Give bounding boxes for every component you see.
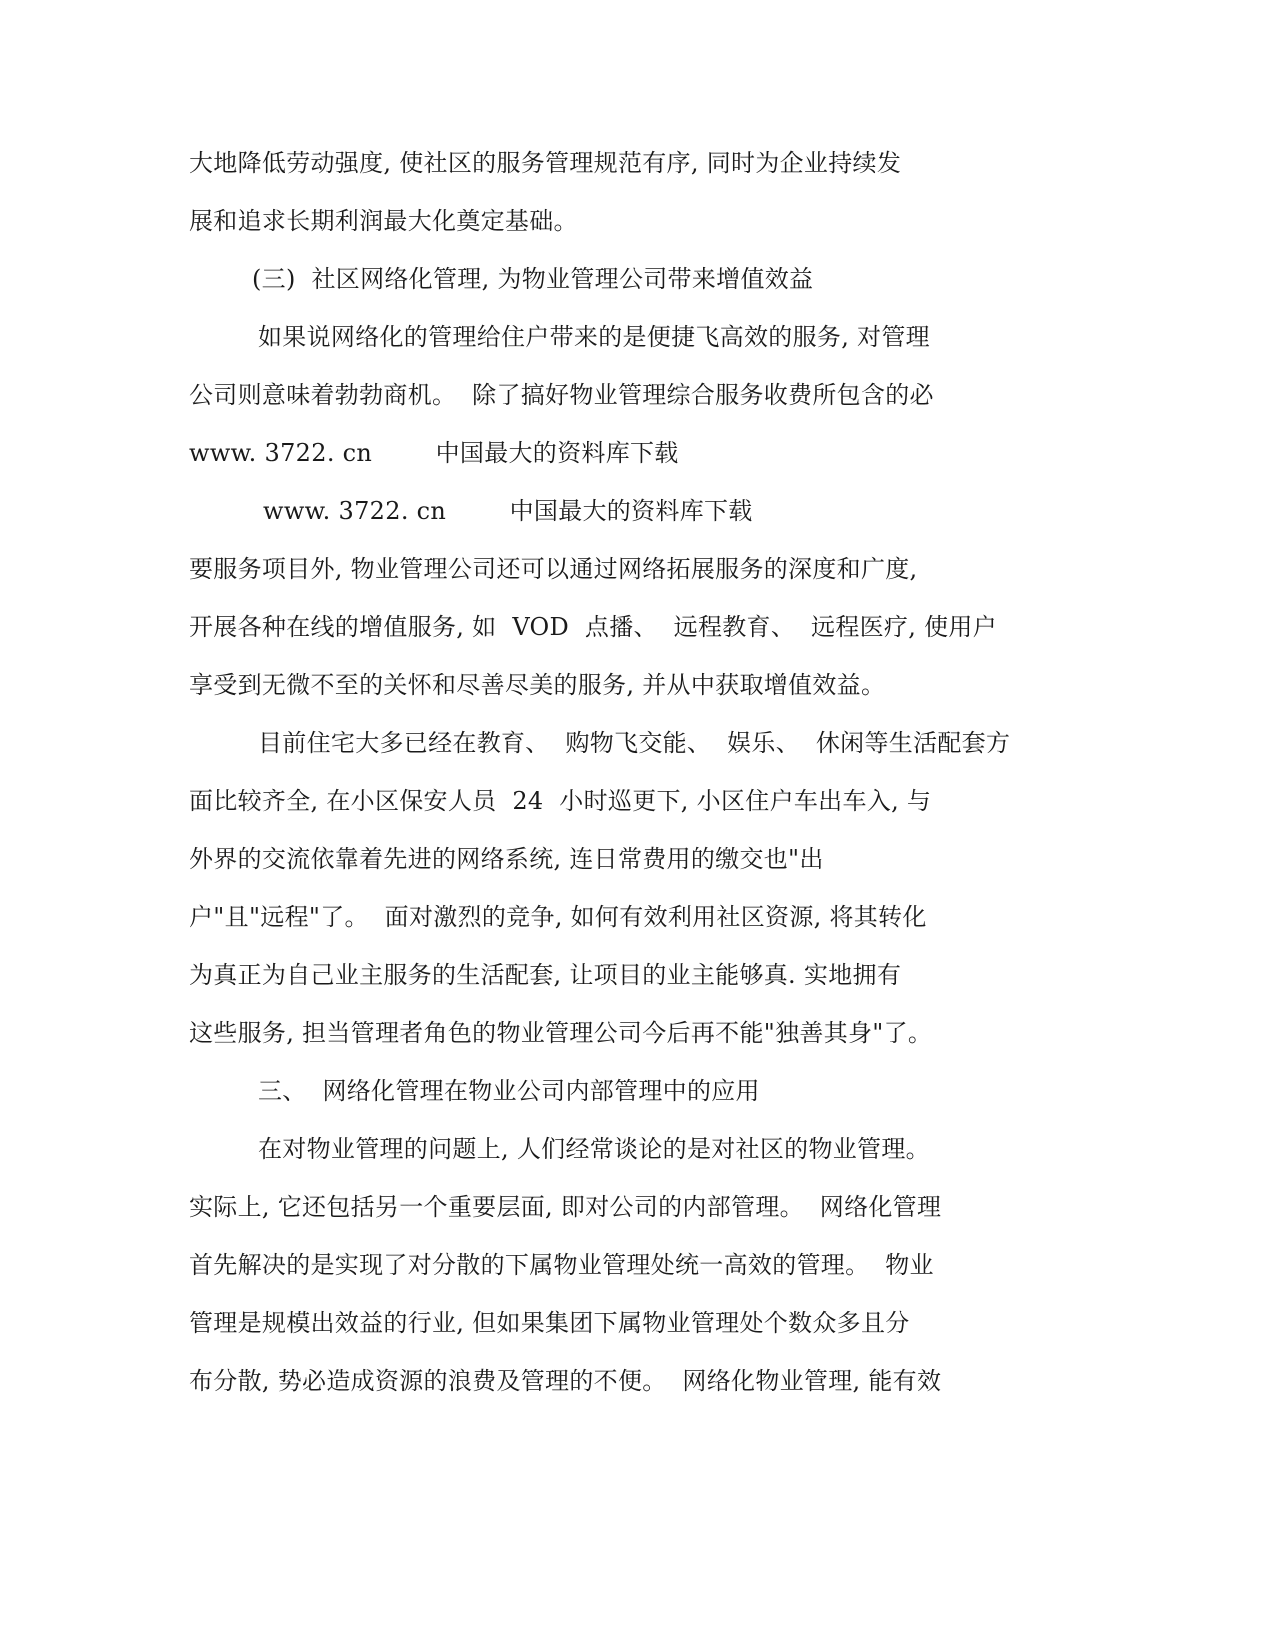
watermark-line: www. 3722. cn 中国最大的资料库下载	[263, 497, 753, 525]
paragraph-line: 管理是规模出效益的行业, 但如果集团下属物业管理处个数众多且分	[189, 1309, 910, 1337]
paragraph-line: 享受到无微不至的关怀和尽善尽美的服务, 并从中获取增值效益。	[189, 671, 886, 699]
paragraph-line: 户"且"远程"了。 面对激烈的竞争, 如何有效利用社区资源, 将其转化	[189, 903, 927, 931]
paragraph-line: 在对物业管理的问题上, 人们经常谈论的是对社区的物业管理。	[258, 1135, 930, 1163]
paragraph-line: 公司则意味着勃勃商机。 除了搞好物业管理综合服务收费所包含的必	[189, 381, 934, 409]
section-heading: 三、 网络化管理在物业公司内部管理中的应用	[258, 1077, 760, 1105]
section-heading: (三) 社区网络化管理, 为物业管理公司带来增值效益	[252, 265, 814, 293]
paragraph-line: 如果说网络化的管理给住户带来的是便捷飞高效的服务, 对管理	[258, 323, 930, 351]
paragraph-line: 首先解决的是实现了对分散的下属物业管理处统一高效的管理。 物业	[189, 1251, 934, 1279]
paragraph-line: 面比较齐全, 在小区保安人员 24 小时巡更下, 小区住户车出车入, 与	[189, 787, 932, 815]
paragraph-line: 开展各种在线的增值服务, 如 VOD 点播、 远程教育、 远程医疗, 使用户	[189, 613, 997, 641]
paragraph-line: 展和追求长期利润最大化奠定基础。	[189, 207, 578, 235]
paragraph-line: 实际上, 它还包括另一个重要层面, 即对公司的内部管理。 网络化管理	[189, 1193, 942, 1221]
watermark-line: www. 3722. cn 中国最大的资料库下载	[189, 439, 679, 467]
paragraph-line: 目前住宅大多已经在教育、 购物飞交能、 娱乐、 休闲等生活配套方	[258, 729, 1011, 757]
paragraph-line: 这些服务, 担当管理者角色的物业管理公司今后再不能"独善其身"了。	[189, 1019, 933, 1047]
paragraph-line: 外界的交流依靠着先进的网络系统, 连日常费用的缴交也"出	[189, 845, 824, 873]
paragraph-line: 为真正为自己业主服务的生活配套, 让项目的业主能够真. 实地拥有	[189, 961, 902, 989]
paragraph-line: 大地降低劳动强度, 使社区的服务管理规范有序, 同时为企业持续发	[189, 149, 902, 177]
paragraph-line: 布分散, 势必造成资源的浪费及管理的不便。 网络化物业管理, 能有效	[189, 1367, 942, 1395]
paragraph-line: 要服务项目外, 物业管理公司还可以通过网络拓展服务的深度和广度,	[189, 555, 918, 583]
